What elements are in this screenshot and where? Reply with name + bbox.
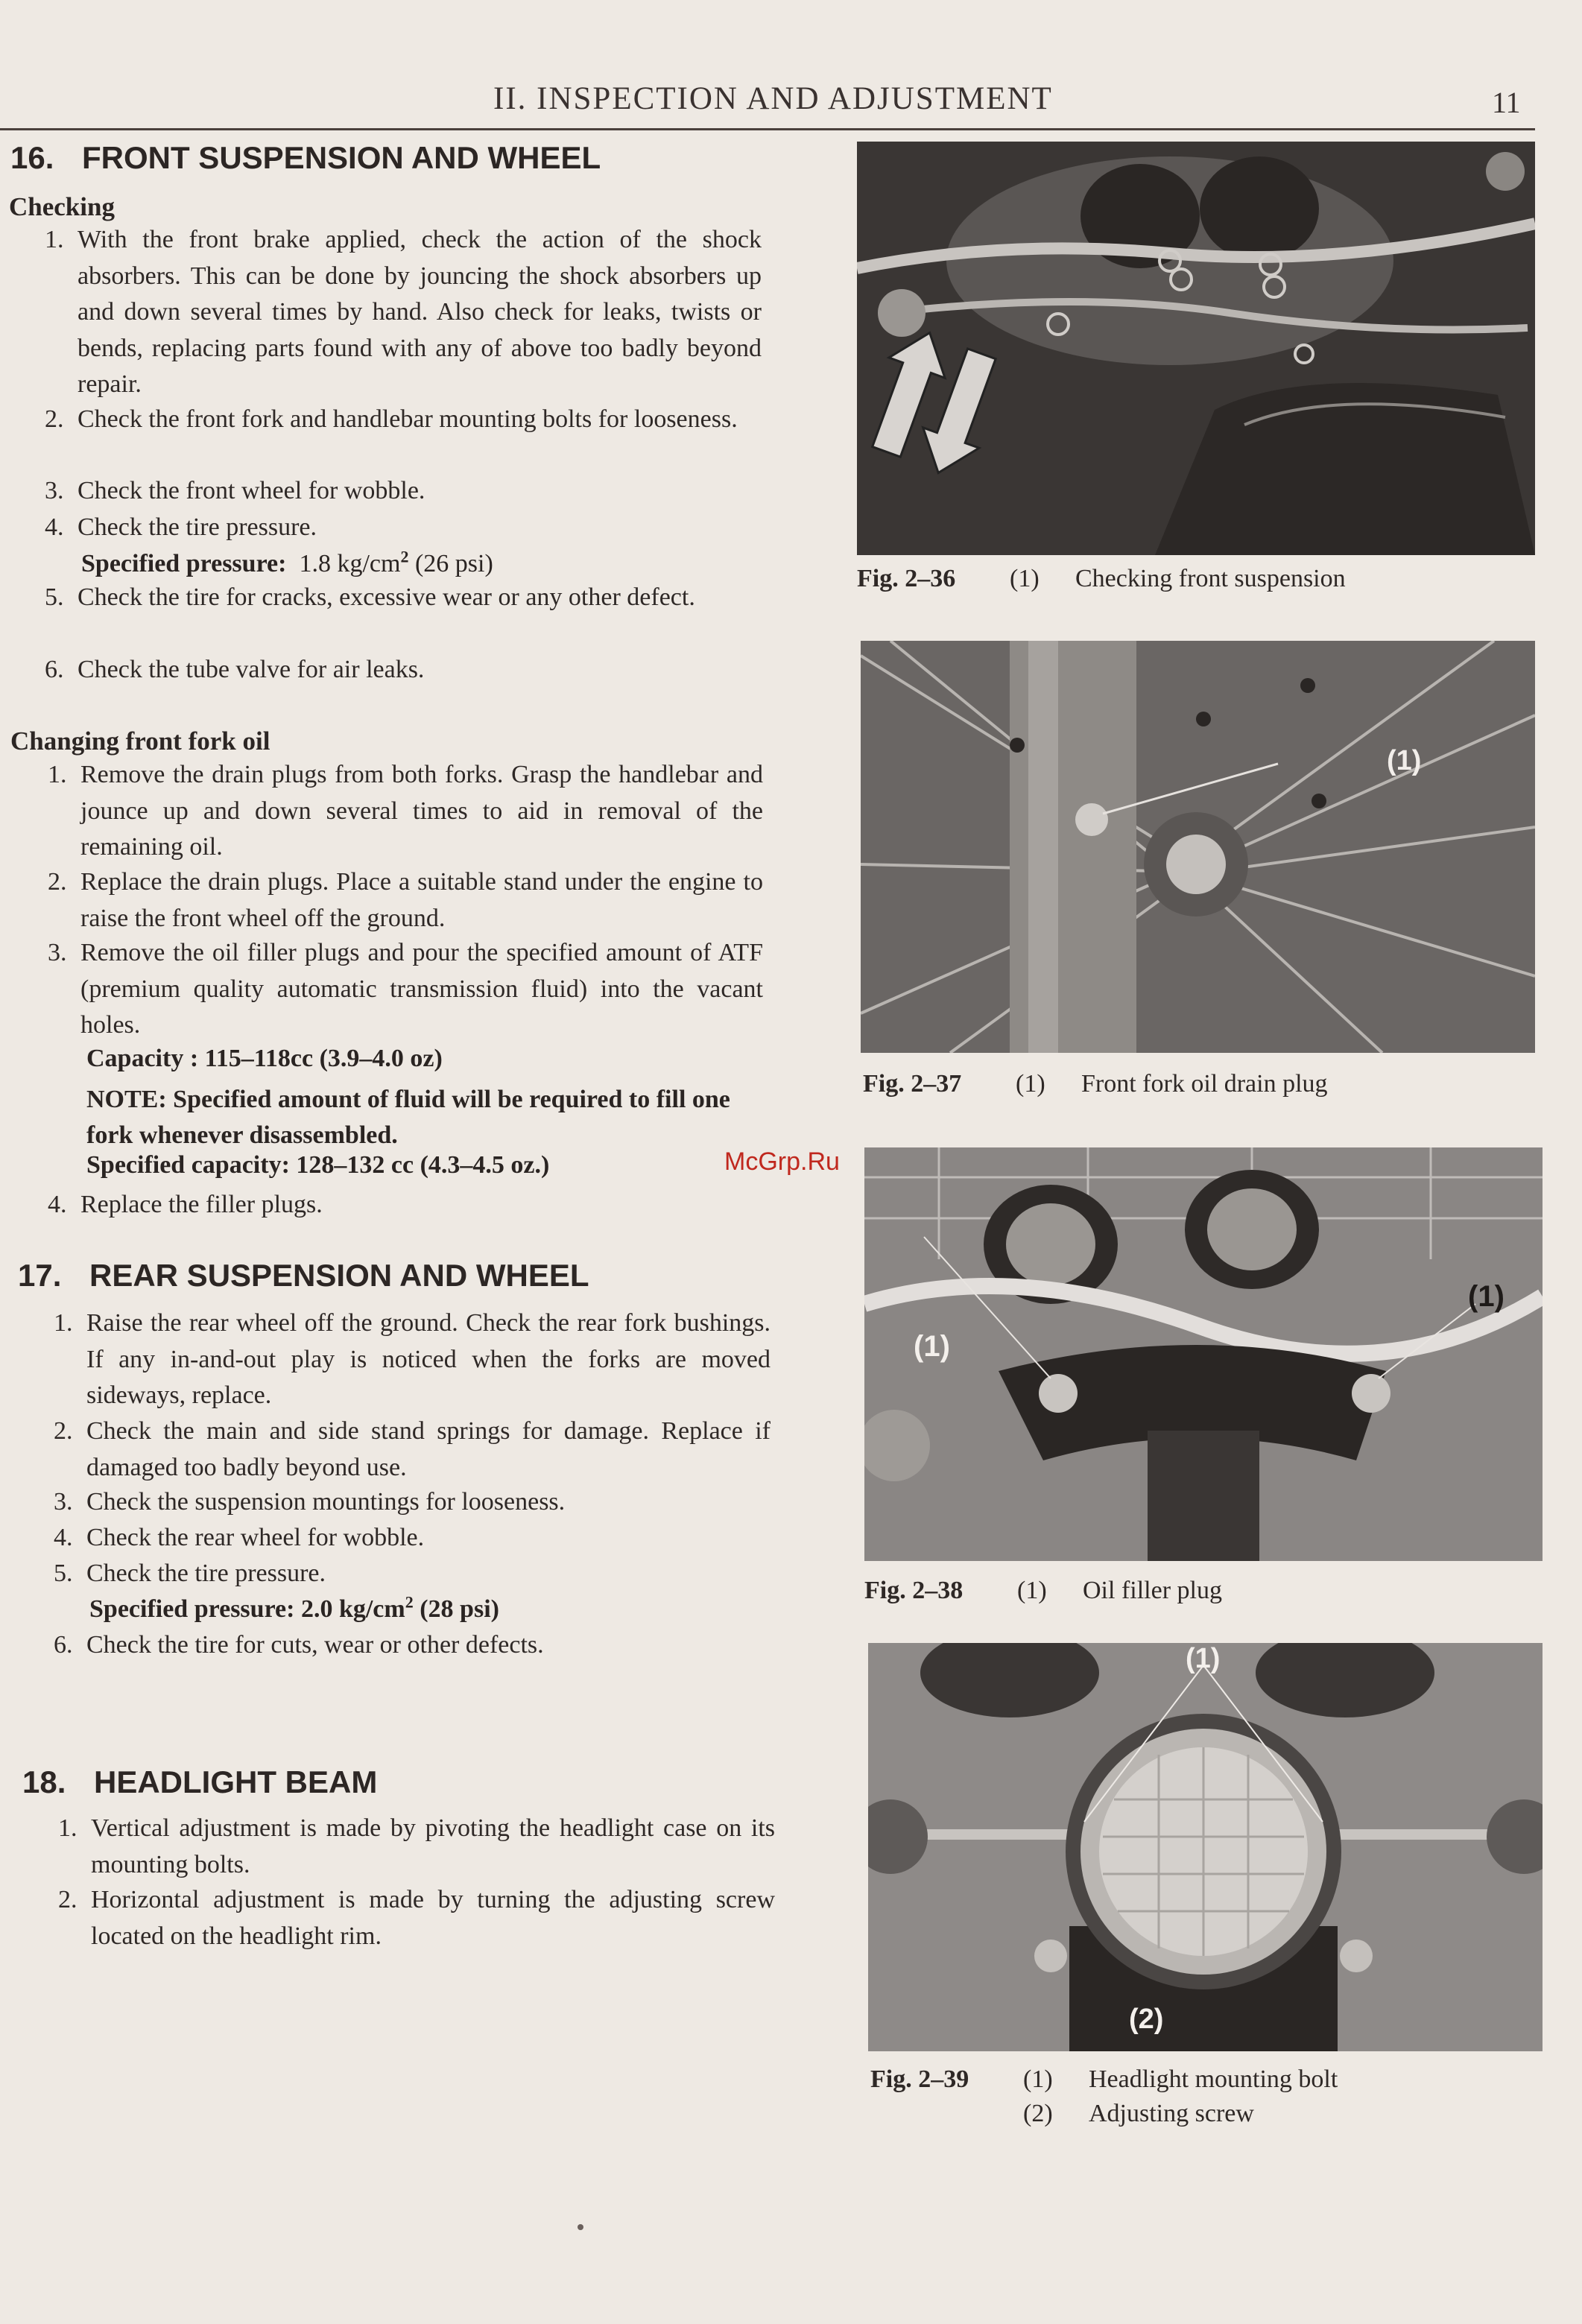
list-item: 1. With the front brake applied, check the action of the shock absorbers. This can be done by jouncing the shock absorbers up and down several times by hand. Also check for leaks, twists or bends, replacing parts found with any of above too badly beyond repair. xyxy=(45,226,762,398)
page-speck xyxy=(578,2224,583,2230)
figure-caption: Fig. 2–37 (1) Front fork oil drain plug xyxy=(863,1070,1328,1098)
running-header: II. INSPECTION AND ADJUSTMENT xyxy=(493,81,1053,116)
section-title: FRONT SUSPENSION AND WHEEL xyxy=(82,140,601,175)
photo-headlight xyxy=(868,1643,1543,2051)
page-number: 11 xyxy=(1492,86,1521,119)
list-item: 1. Remove the drain plugs from both forks. Grasp the handlebar and jounce up and down several times to aid in removal of the remaining oil. xyxy=(48,761,763,861)
photo-front-suspension xyxy=(857,142,1535,555)
section-title: REAR SUSPENSION AND WHEEL xyxy=(89,1258,589,1293)
header-rule xyxy=(0,128,1535,130)
callout-label: (1) xyxy=(1468,1280,1505,1313)
list-item: 2. Horizontal adjustment is made by turning the adjusting screw located on the headlight rim. xyxy=(58,1886,775,1950)
section-number: 16. xyxy=(10,140,54,175)
list-item: 4. Replace the filler plugs. xyxy=(48,1191,323,1218)
section-title: HEADLIGHT BEAM xyxy=(94,1764,378,1799)
list-item: 1. Raise the rear wheel off the ground. Check the rear fork bushings. If any in-and-out play is noticed when the forks are moved sideways, replace. xyxy=(54,1309,771,1409)
list-item: 2. Check the front fork and handlebar mounting bolts for looseness. xyxy=(45,405,738,433)
figure-caption-line2: (2) Adjusting screw xyxy=(1023,2100,1254,2127)
subheading-fork-oil: Changing front fork oil xyxy=(10,726,270,756)
callout-label: (1) xyxy=(1186,1643,1221,1674)
section-number: 17. xyxy=(18,1258,62,1293)
note-text: NOTE: Specified amount of fluid will be required to fill one fork whenever disassembled. xyxy=(86,1086,730,1149)
watermark-text: McGrp.Ru xyxy=(724,1147,840,1176)
spec-pressure-front: Specified pressure: 1.8 $kg/cm^2$ (26 psi) xyxy=(81,547,493,577)
list-item: 6. Check the tire for cuts, wear or other defects. xyxy=(54,1631,544,1659)
list-item: 3. Check the front wheel for wobble. xyxy=(45,477,425,504)
callout-label: (2) xyxy=(1129,2004,1164,2035)
list-item: 5. Check the tire for cracks, excessive wear or any other defect. xyxy=(45,583,695,611)
spec-pressure-rear: Specified pressure: 2.0 $kg/cm^2$ (28 psi) xyxy=(89,1592,499,1623)
figure-caption: Fig. 2–36 (1) Checking front suspension xyxy=(857,565,1346,592)
figure-caption: Fig. 2–39 (1) Headlight mounting bolt xyxy=(870,2065,1338,2093)
section-number: 18. xyxy=(22,1764,66,1799)
list-item: 5. Check the tire pressure. xyxy=(54,1560,326,1587)
photo-fork-drain-plug xyxy=(861,641,1535,1053)
callout-label: (1) xyxy=(914,1330,950,1363)
photo-oil-filler-plug xyxy=(864,1147,1543,1561)
specified-capacity: Specified capacity: 128–132 cc (4.3–4.5 oz.) xyxy=(86,1151,550,1179)
list-item: 2. Replace the drain plugs. Place a suitable stand under the engine to raise the front wheel off the ground. xyxy=(48,868,763,932)
list-item: 4. Check the rear wheel for wobble. xyxy=(54,1524,425,1551)
list-item: 6. Check the tube valve for air leaks. xyxy=(45,656,425,683)
list-item: 1. Vertical adjustment is made by pivoting the headlight case on its mounting bolts. xyxy=(58,1814,775,1878)
section-16-heading xyxy=(10,140,601,176)
list-item: 4. Check the tire pressure. xyxy=(45,513,317,541)
callout-label: (1) xyxy=(1387,745,1422,776)
list-item: 3. Check the suspension mountings for looseness. xyxy=(54,1488,566,1516)
subheading-checking: Checking xyxy=(9,192,115,221)
section-18-heading xyxy=(22,1764,377,1800)
list-item: 2. Check the main and side stand springs for damage. Replace if damaged too badly beyond use. xyxy=(54,1417,771,1481)
figure-caption: Fig. 2–38 (1) Oil filler plug xyxy=(864,1577,1222,1604)
section-17-heading xyxy=(18,1258,589,1294)
capacity-spec: Capacity : 115–118cc (3.9–4.0 oz) xyxy=(86,1045,443,1072)
list-item: 3. Remove the oil filler plugs and pour the specified amount of ATF (premium quality automatic transmission fluid) into the vacant holes. xyxy=(48,939,763,1039)
